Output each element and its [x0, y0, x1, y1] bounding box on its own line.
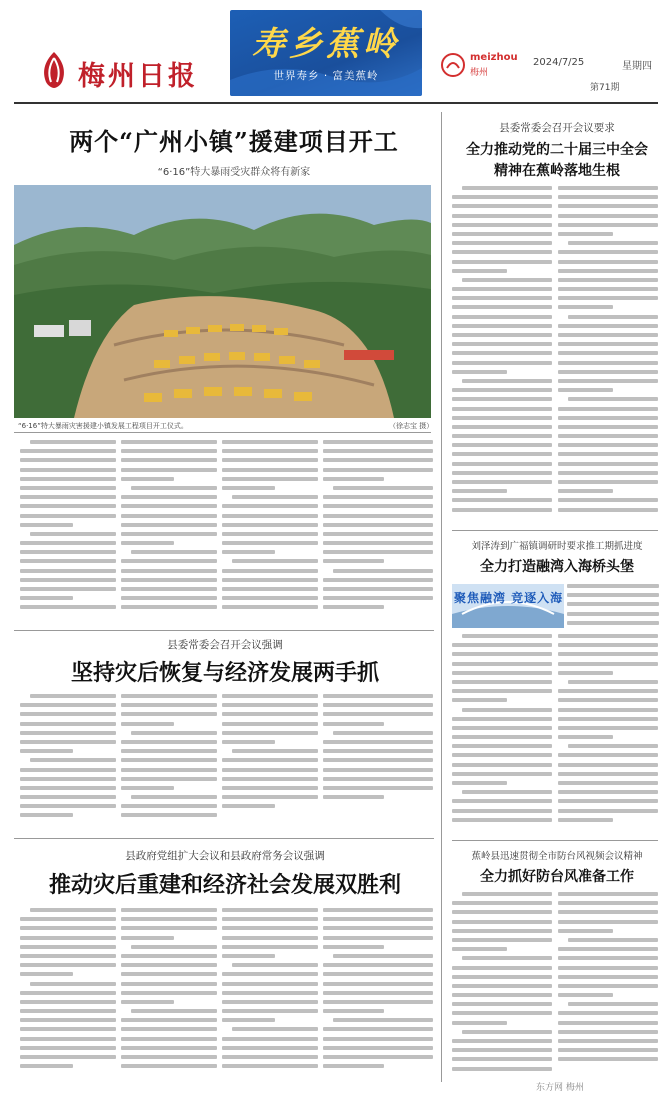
right-story-3-headline: 全力抓好防台风准备工作 — [480, 869, 634, 885]
section-banner — [230, 10, 422, 96]
bottom-body-col-1 — [20, 908, 116, 1088]
masthead — [0, 0, 672, 100]
issue-date: 2024/7/25 — [533, 57, 585, 68]
mid-body-col-2 — [121, 694, 217, 824]
bottom-body-col-3 — [222, 908, 318, 1088]
column-divider — [441, 112, 442, 1082]
mid-body-col-4 — [323, 694, 433, 824]
banner-subtitle: 世界寿乡 · 富美蕉岭 — [273, 70, 379, 82]
paper-name: 梅州日报 — [78, 61, 198, 92]
paper-logo-icon — [38, 50, 70, 90]
bottom-story-kicker: 县政府党组扩大会议和县政府常务会议强调 — [125, 850, 325, 862]
mid-body-col-3 — [222, 694, 318, 824]
right-story-1-rule — [452, 530, 658, 531]
watermark: 东方网 梅州 — [536, 1083, 584, 1093]
right-story-2-body-col-2 — [558, 634, 658, 830]
lead-photo — [14, 185, 431, 418]
mid-story-kicker: 县委常委会召开会议强调 — [167, 639, 283, 651]
lead-body-col-2 — [121, 440, 217, 620]
lead-photo-caption: “6·16”特大暴雨灾害援建小镇发展工程项目开工仪式。 — [18, 422, 188, 430]
masthead-rule — [14, 102, 658, 104]
right-story-1-kicker: 县委常委会召开会议要求 — [499, 122, 615, 134]
lead-body-col-3 — [222, 440, 318, 620]
meizhou-logo-icon — [440, 52, 466, 78]
bottom-story-rule — [14, 838, 434, 839]
banner-title: 寿乡蕉岭 — [252, 24, 400, 63]
right-story-2-body-top — [567, 584, 659, 630]
right-story-3-kicker: 蕉岭县迅速贯彻全市防台风视频会议精神 — [471, 851, 643, 862]
right-story-2-photo-label: 聚焦融湾 竞逐入海 — [454, 591, 564, 605]
city-name-en: meizhou — [470, 52, 518, 63]
right-story-2-body-col-1 — [452, 634, 552, 830]
city-name-cn: 梅州 — [470, 68, 489, 78]
lead-body-col-4 — [323, 440, 433, 620]
construction-site-illustration — [14, 185, 431, 418]
photo-rule — [14, 432, 431, 433]
right-story-1-body-col-1 — [452, 186, 552, 526]
right-story-1-body-col-2 — [558, 186, 658, 526]
lead-subheadline: “6·16”特大暴雨受灾群众将有新家 — [157, 167, 311, 178]
bottom-story-headline: 推动灾后重建和经济社会发展双胜利 — [48, 872, 401, 898]
right-story-2-rule — [452, 840, 658, 841]
issue-number: 第71期 — [590, 83, 620, 93]
mid-body-col-1 — [20, 694, 116, 824]
right-story-2-kicker: 刘泽涛到广福镇调研时要求推工期抓进度 — [471, 541, 643, 552]
right-story-1-headline-line2: 精神在蕉岭落地生根 — [494, 163, 620, 179]
lead-photo-credit: （徐志宝 摄） — [389, 422, 434, 430]
right-story-3-body-col-2 — [558, 892, 658, 1078]
right-story-1-headline-line1: 全力推动党的二十届三中全会 — [466, 142, 648, 158]
mid-story-headline: 坚持灾后恢复与经济发展两手抓 — [70, 660, 379, 686]
lead-headline: 两个“广州小镇”援建项目开工 — [69, 127, 399, 156]
lead-body-col-1 — [20, 440, 116, 620]
right-story-3-body-col-1 — [452, 892, 552, 1082]
bottom-body-col-4 — [323, 908, 433, 1088]
right-story-2-headline: 全力打造融湾入海桥头堡 — [480, 559, 634, 575]
bottom-body-col-2 — [121, 908, 217, 1088]
issue-weekday: 星期四 — [622, 61, 652, 72]
mid-story-rule — [14, 630, 434, 631]
